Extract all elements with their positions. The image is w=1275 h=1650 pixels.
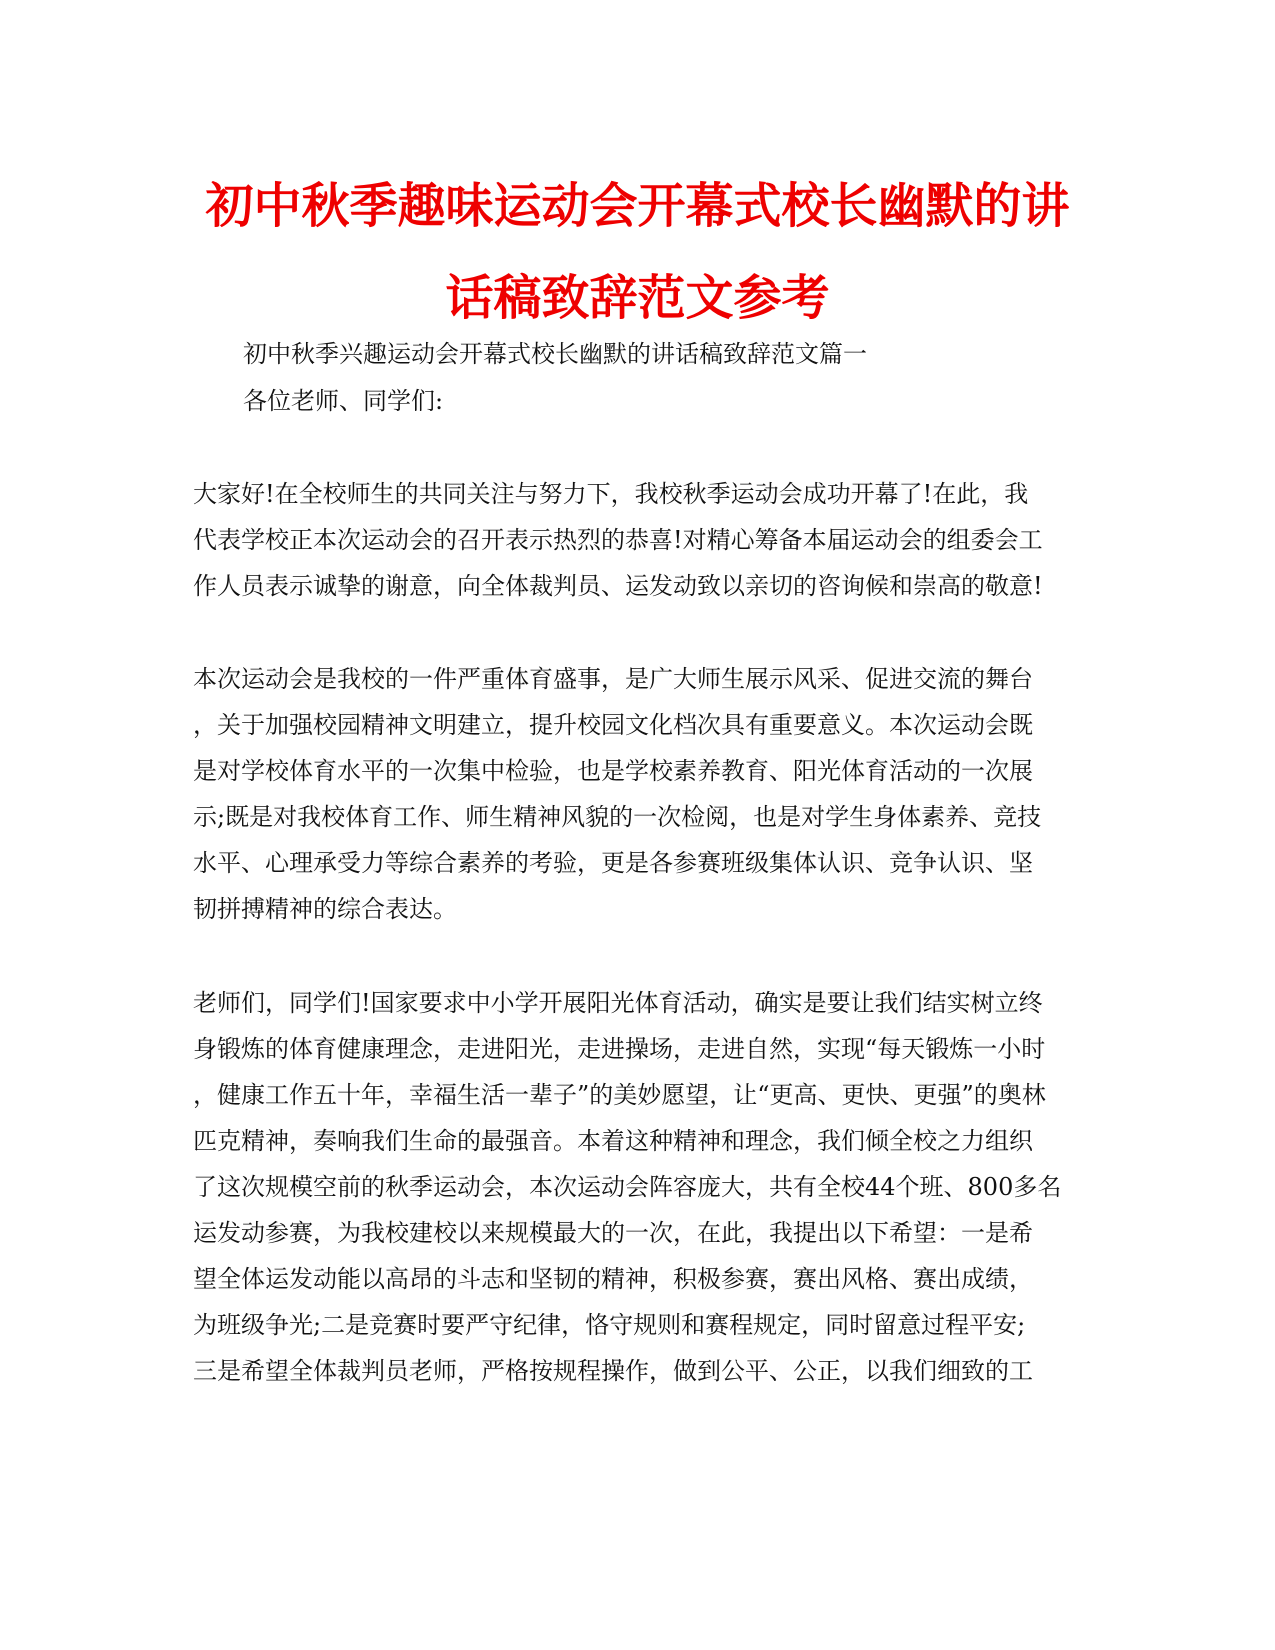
paragraph-2-line-1: 本次运动会是我校的一件严重体育盛事，是广大师生展示风采、促进交流的舞台: [193, 665, 1033, 693]
paragraph-2-line-4: 示;既是对我校体育工作、师生精神风貌的一次检阅，也是对学生身体素养、竞技: [193, 803, 1042, 831]
paragraph-3-line-9: 三是希望全体裁判员老师，严格按规程操作，做到公平、公正，以我们细致的工: [193, 1357, 1033, 1385]
paragraph-3-line-4: 匹克精神，奏响我们生命的最强音。本着这种精神和理念，我们倾全校之力组织: [193, 1127, 1033, 1155]
paragraph-3-line-5: 了这次规模空前的秋季运动会，本次运动会阵容庞大，共有全校44个班、800多名: [193, 1173, 1062, 1201]
document-title-line-2: 话稿致辞范文参考: [445, 270, 830, 326]
paragraph-3-line-8: 为班级争光;二是竞赛时要严守纪律，恪守规则和赛程规定，同时留意过程平安;: [193, 1311, 1026, 1339]
paragraph-3-line-6: 运发动参赛，为我校建校以来规模最大的一次，在此，我提出以下希望：一是希: [193, 1219, 1033, 1247]
paragraph-2-line-2: ，关于加强校园精神文明建立，提升校园文化档次具有重要意义。本次运动会既: [193, 711, 1033, 739]
salutation: 各位老师、同学们:: [243, 387, 444, 415]
paragraph-3-line-2: 身锻炼的体育健康理念，走进阳光，走进操场，走进自然，实现“每天锻炼一小时: [193, 1035, 1046, 1063]
paragraph-1-line-3: 作人员表示诚挚的谢意，向全体裁判员、运发动致以亲切的咨询候和崇高的敬意!: [193, 572, 1043, 600]
paragraph-2-line-6: 韧拼搏精神的综合表达。: [193, 895, 457, 923]
paragraph-2-line-5: 水平、心理承受力等综合素养的考验，更是各参赛班级集体认识、竞争认识、坚: [193, 849, 1033, 877]
section-heading: 初中秋季兴趣运动会开幕式校长幽默的讲话稿致辞范文篇一: [243, 340, 867, 368]
paragraph-3-line-7: 望全体运发动能以高昂的斗志和坚韧的精神，积极参赛，赛出风格、赛出成绩，: [193, 1265, 1033, 1293]
paragraph-1-line-1: 大家好!在全校师生的共同关注与努力下，我校秋季运动会成功开幕了!在此，我: [193, 480, 1029, 508]
paragraph-3-line-1: 老师们，同学们!国家要求中小学开展阳光体育活动，确实是要让我们结实树立终: [193, 989, 1043, 1017]
paragraph-2-line-3: 是对学校体育水平的一次集中检验，也是学校素养教育、阳光体育活动的一次展: [193, 757, 1033, 785]
paragraph-1-line-2: 代表学校正本次运动会的召开表示热烈的恭喜!对精心筹备本届运动会的组委会工: [193, 526, 1043, 554]
paragraph-3-line-3: ，健康工作五十年，幸福生活一辈子”的美妙愿望，让“更高、更快、更强”的奥林: [193, 1081, 1046, 1109]
document-title-line-1: 初中秋季趣味运动会开幕式校长幽默的讲: [205, 178, 1070, 234]
